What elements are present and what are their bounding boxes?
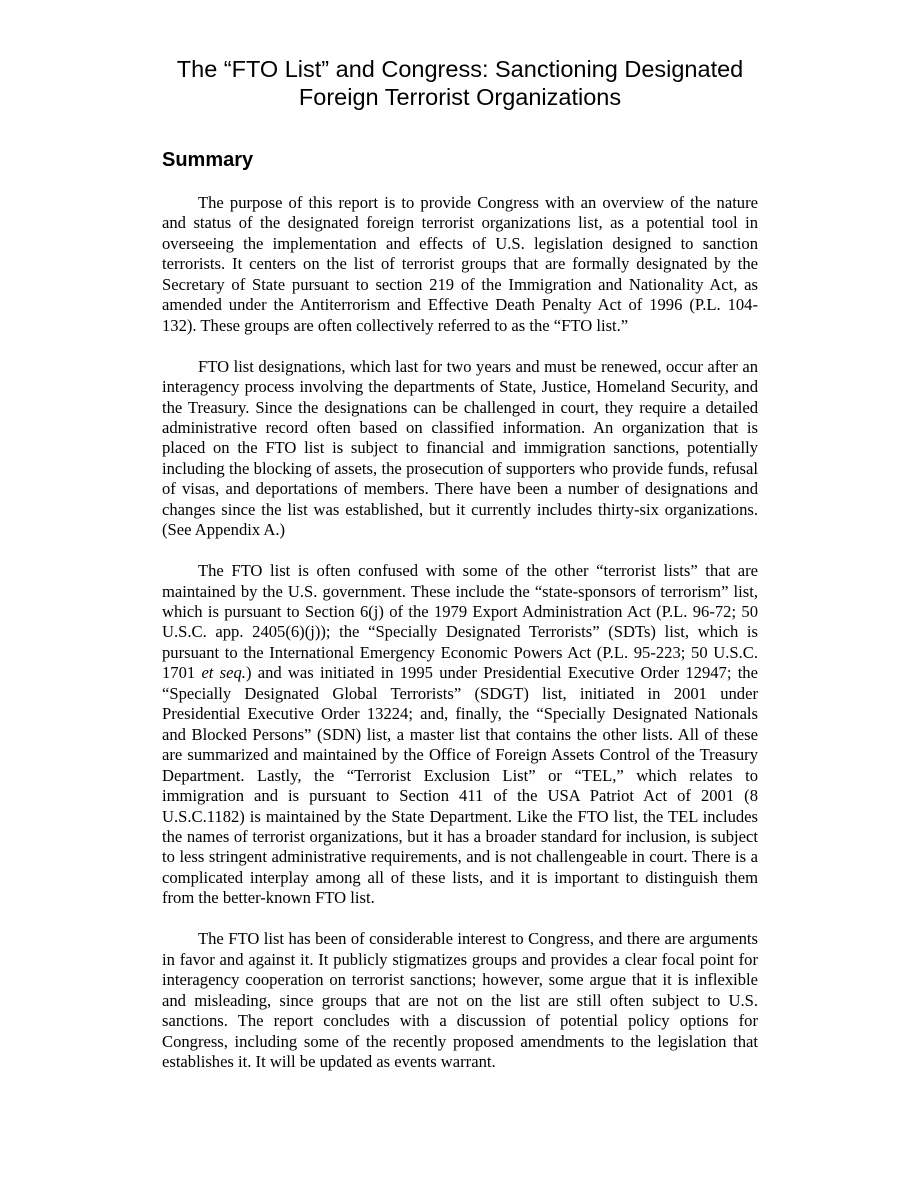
summary-body	[162, 193, 758, 1072]
document-title	[100, 55, 820, 111]
summary-paragraph-1: The purpose of this report is to provide Congress with an overview of the nature and status of the designated foreign terrorist organizations list, as a potential tool in overseeing the implementation and effects of U.S. legislation designed to sanction terrorists. It centers on the list of terrorist groups that are formally designated by the Secretary of State pursuant to section 219 of the Immigration and Nationality Act, as amended under the Antiterrorism and Effective Death Penalty Act of 1996 (P.L. 104-132). These groups are often collectively referred to as the “FTO list.”	[162, 193, 758, 335]
paragraph-3-text-before-italic: The FTO list is often confused with some of the other “terrorist lists” that are maintained by the U.S. government. These include the “state-sponsors of terrorism” list, which is pursuant to Section 6(j) of the 1979 Export Administration Act (P.L. 96-72; 50 U.S.C. app. 2405(6)(j)); the “Specially Designated Terrorists” (SDTs) list, which is pursuant to the International Emergency Economic Powers Act (P.L. 95-223; 50 U.S.C. 1701	[162, 561, 758, 683]
document-title-line-1: The “FTO List” and Congress: Sanctioning Designated	[176, 56, 744, 82]
summary-paragraph-2: FTO list designations, which last for two years and must be renewed, occur after an interagency process involving the departments of State, Justice, Homeland Security, and the Treasury. Since the designations can be challenged in court, they require a detailed administrative record often based on classified information. An organization that is placed on the FTO list is subject to financial and immigration sanctions, potentially including the blocking of assets, the prosecution of supporters who provide funds, refusal of visas, and deportations of members. There have been a number of designations and changes since the list was established, but it currently includes thirty-six organizations. (See Appendix A.)	[162, 356, 758, 540]
summary-heading: Summary	[162, 149, 254, 171]
document-title-line-2: Foreign Terrorist Organizations	[298, 84, 622, 110]
paragraph-3-italic-term: et seq.	[201, 663, 246, 683]
summary-paragraph-4: The FTO list has been of considerable interest to Congress, and there are arguments in favor and against it. It publicly stigmatizes groups and provides a clear focal point for interagency cooperation on terrorist sanctions; however, some argue that it is inflexible and misleading, since groups that are not on the list are still often subject to U.S. sanctions. The report concludes with a discussion of potential policy options for Congress, including some of the recently proposed amendments to the legislation that establishes it. It will be updated as events warrant.	[162, 929, 758, 1071]
paragraph-3-text-after-italic: ) and was initiated in 1995 under Presidential Executive Order 12947; the “Specially Designated Global Terrorists” (SDGT) list, initiated in 2001 under Presidential Executive Order 13224; and, finally, the “Specially Designated Nationals and Blocked Persons” (SDN) list, a master list that contains the other lists. All of these are summarized and maintained by the Office of Foreign Assets Control of the Treasury Department. Lastly, the “Terrorist Exclusion List” or “TEL,” which relates to immigration and is pursuant to Section 411 of the USA Patriot Act of 2001 (8 U.S.C.1182) is maintained by the State Department. Like the FTO list, the TEL includes the names of terrorist organizations, but it has a broader standard for inclusion, is subject to less stringent administrative requirements, and is not challengeable in court. There is a complicated interplay among all of these lists, and it is important to distinguish them from the better-known FTO list.	[162, 663, 758, 908]
summary-paragraph-3	[162, 561, 758, 909]
